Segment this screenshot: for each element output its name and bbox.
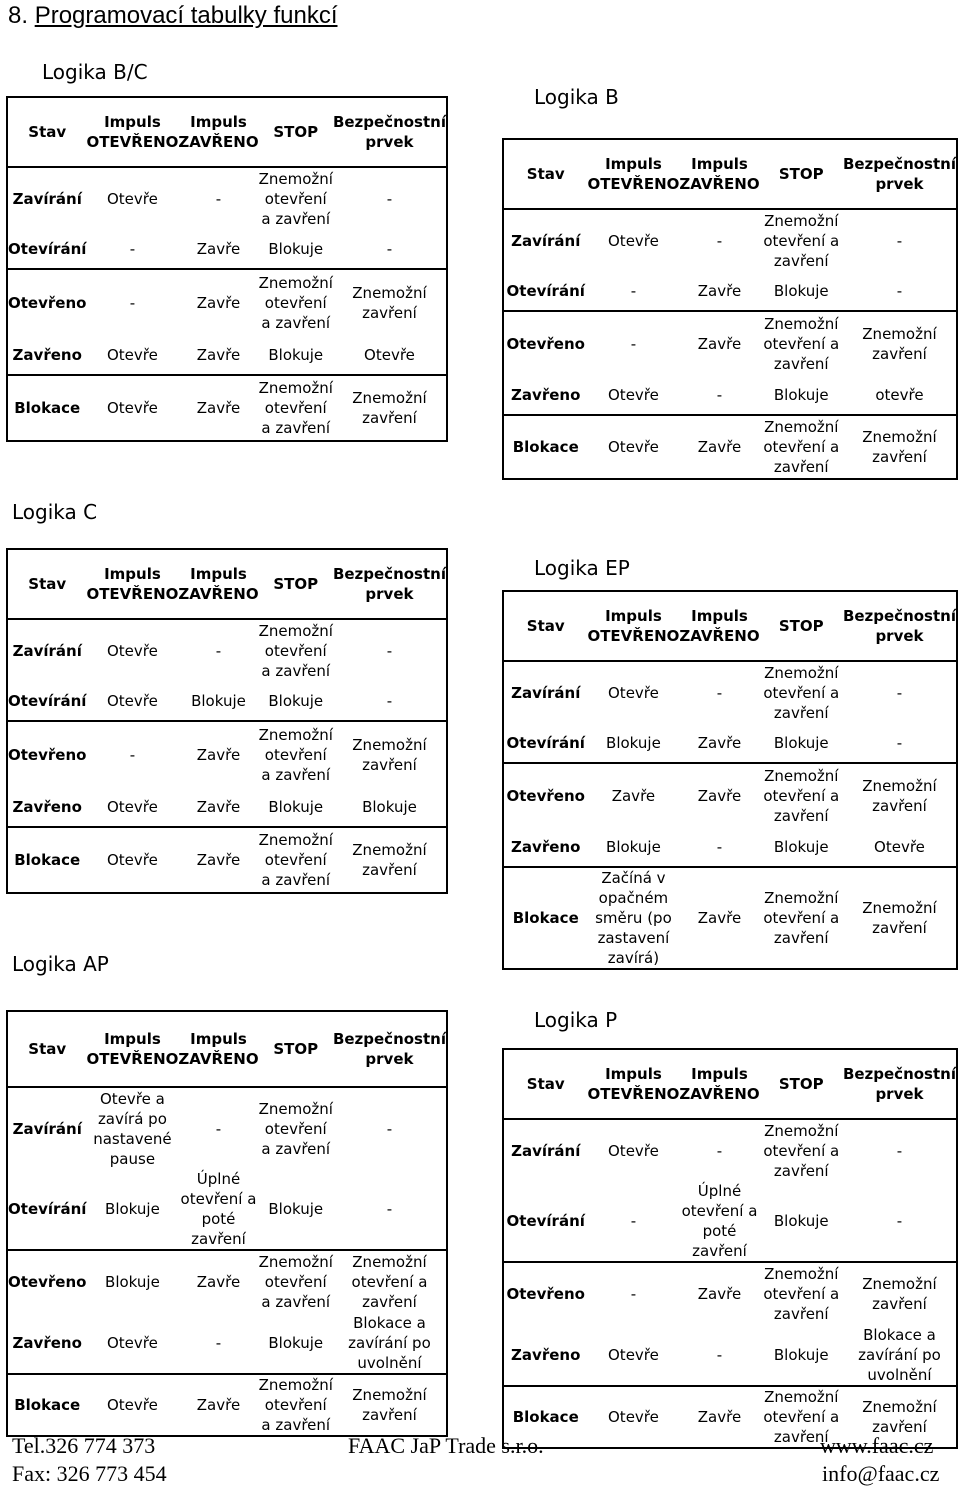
table-cell: - <box>630 281 637 300</box>
table-cell: Znemožní otevření a zavření <box>760 867 843 969</box>
table-cell: Blokuje <box>606 733 661 752</box>
table-cell: - <box>716 837 723 856</box>
table-cell: Znemožní otevření a zavření <box>259 721 333 787</box>
table-cell: Otevře <box>106 797 158 816</box>
state-cell: Zavírání <box>7 1087 86 1169</box>
table-cell: Znemožní zavření <box>843 1386 957 1448</box>
table-cell: Zavře <box>178 827 258 893</box>
table-cell: - <box>178 167 258 229</box>
table-cell: Blokuje <box>606 837 661 856</box>
table-cell: Otevře <box>86 619 178 681</box>
table-cell: - <box>215 1333 222 1352</box>
header-row <box>503 139 957 209</box>
table-cell: Znemožní otevření a zavření <box>259 167 333 229</box>
header-row <box>503 1049 957 1119</box>
table-row <box>503 1262 957 1324</box>
table-cell: Znemožní zavření <box>843 763 957 827</box>
table-cell: Blokuje <box>773 385 829 404</box>
table-cell: Zavře <box>178 375 258 441</box>
table-row <box>503 867 957 969</box>
table-cell: Znemožní otevření a zavření <box>760 415 843 479</box>
table-cell: Znemožní otevření a zavření <box>333 1250 447 1312</box>
state-cell: Zavírání <box>503 661 587 723</box>
table-cell: - <box>843 661 957 723</box>
column-header: STOP <box>273 1040 319 1058</box>
table-cell: Otevře <box>106 1333 158 1352</box>
column-header: Stav <box>28 575 67 593</box>
table-cell: - <box>86 269 178 335</box>
table-cell: Znemožní otevření a zavření <box>259 1250 333 1312</box>
table-row <box>7 375 447 441</box>
table-cell: Znemožní otevření a zavření <box>258 1376 333 1434</box>
table-cell: Znemožní otevření a zavření <box>760 1262 843 1324</box>
header-row <box>7 97 447 167</box>
table-cell: - <box>679 209 759 271</box>
table-logika-ap <box>6 1010 448 1437</box>
table-cell: Zavře <box>178 721 258 787</box>
column-header: Stav <box>28 123 67 141</box>
table-row <box>503 723 957 763</box>
column-header: Impuls ZAVŘENO <box>679 1065 760 1103</box>
table-cell: - <box>333 619 447 681</box>
table-row <box>503 271 957 311</box>
table-cell: - <box>896 733 903 752</box>
state-cell: Zavřeno <box>511 1345 581 1364</box>
table-cell: Znemožní zavření <box>333 721 447 787</box>
table-cell: Otevře <box>86 1374 178 1436</box>
table-row <box>7 269 447 335</box>
table-cell: Blokuje <box>105 1200 160 1218</box>
state-cell: Zavřeno <box>511 837 581 856</box>
state-cell: Zavírání <box>7 167 86 229</box>
table-cell: - <box>679 661 759 723</box>
column-header: Impuls OTEVŘENO <box>587 1065 680 1103</box>
table-cell: Blokuje <box>268 691 324 710</box>
table-cell: Znemožní zavření <box>843 311 957 375</box>
table-cell: Zavře <box>178 1374 258 1436</box>
column-header: Stav <box>526 617 565 635</box>
table-cell: Zavře <box>178 269 258 335</box>
table-logika-ep <box>502 590 958 970</box>
footer-web: www.faac.cz <box>820 1433 934 1458</box>
table-cell: Otevře <box>587 661 679 723</box>
table-cell: Zavře <box>679 311 759 375</box>
column-header: Stav <box>28 1040 67 1058</box>
table-cell: Otevře <box>86 827 178 893</box>
table-cell: - <box>716 1345 723 1364</box>
table-cell: Zavře <box>679 1386 759 1448</box>
state-cell: Zavírání <box>7 619 86 681</box>
column-header: Bezpečnostní prvek <box>842 607 956 645</box>
state-cell: Otevírání <box>506 281 585 300</box>
column-header: Stav <box>526 1075 565 1093</box>
column-header: STOP <box>273 123 319 141</box>
table-cell: Znemožní otevření a zavření <box>259 269 333 335</box>
table-cell: Znemožní otevření a zavření <box>760 763 843 827</box>
state-cell: Blokace <box>503 415 587 479</box>
table-cell: - <box>178 619 258 681</box>
table-logika-bc <box>6 96 448 442</box>
table-cell: - <box>333 1087 447 1169</box>
table-cell: Otevře <box>608 1345 659 1364</box>
table-row <box>503 1181 957 1262</box>
state-cell: Blokace <box>503 1386 587 1448</box>
table-cell: Znemožní otevření a zavření <box>259 375 333 441</box>
table-row <box>7 787 447 827</box>
column-header: Stav <box>526 165 565 183</box>
state-cell: Otevřeno <box>503 763 587 827</box>
column-header: Impuls ZAVŘENO <box>178 113 259 151</box>
table-cell: Otevře <box>874 837 925 856</box>
table-logika-c <box>6 548 448 894</box>
state-cell: Otevírání <box>8 239 87 258</box>
table-cell: Zavře <box>196 797 241 816</box>
footer-company: FAAC JaP Trade s.r.o. <box>348 1433 544 1458</box>
column-header: Bezpečnostní prvek <box>332 1030 446 1068</box>
state-cell: Blokace <box>7 1374 86 1436</box>
table-cell: Blokuje <box>773 1212 829 1230</box>
state-cell: Otevírání <box>506 733 585 752</box>
table-cell: Znemožní otevření a zavření <box>259 619 333 681</box>
table-cell: Blokuje <box>268 1333 324 1352</box>
title-logika-b: Logika B <box>534 85 619 109</box>
table-row <box>503 827 957 867</box>
footer-phone: Tel.326 774 373 <box>12 1433 156 1458</box>
table-row <box>7 1312 447 1374</box>
table-row <box>7 1087 447 1169</box>
state-cell: Zavřeno <box>511 385 581 404</box>
table-cell: Znemožní otevření a zavření <box>760 1119 843 1181</box>
table-cell: Znemožní otevření a zavření <box>760 209 843 271</box>
state-cell: Otevřeno <box>503 311 587 375</box>
column-header: Impuls OTEVŘENO <box>587 155 680 193</box>
table-row <box>503 763 957 827</box>
table-cell: Otevře <box>86 167 178 229</box>
column-header: STOP <box>778 165 824 183</box>
table-row <box>7 619 447 681</box>
column-header: Bezpečnostní prvek <box>842 155 956 193</box>
table-cell: Otevře <box>587 1119 679 1181</box>
table-cell: - <box>386 1200 393 1218</box>
table-cell: otevře <box>875 385 924 404</box>
table-cell: - <box>630 1212 637 1230</box>
table-cell: Znemožní otevření a zavření <box>760 311 843 375</box>
table-cell: Zavře <box>679 1262 759 1324</box>
state-cell: Zavírání <box>503 209 587 271</box>
table-cell: Znemožní otevření a zavření <box>760 1386 843 1448</box>
table-row <box>503 415 957 479</box>
table-logika-p <box>502 1048 958 1449</box>
table-cell: Znemožní zavření <box>333 375 447 441</box>
table-cell: Úplné otevření a poté zavření <box>681 1182 758 1260</box>
table-cell: Blokuje <box>268 797 324 816</box>
table-row <box>7 167 447 229</box>
table-cell: Znemožní zavření <box>843 867 957 969</box>
table-cell: Začíná v opačném směru (po zastavení zavírá) <box>587 867 679 969</box>
table-cell: Blokace a zavírání po uvolnění <box>858 1325 941 1384</box>
table-cell: Otevře <box>587 209 679 271</box>
table-cell: - <box>129 239 136 258</box>
table-cell: Blokuje <box>773 281 829 300</box>
state-cell: Otevírání <box>8 1200 87 1218</box>
column-header: Impuls ZAVŘENO <box>178 565 259 603</box>
table-cell: - <box>86 721 178 787</box>
table-cell: - <box>843 1119 957 1181</box>
state-cell: Zavřeno <box>12 1333 82 1352</box>
column-header: Impuls OTEVŘENO <box>86 113 179 151</box>
table-row <box>7 1250 447 1312</box>
table-cell: - <box>386 239 393 258</box>
column-header: STOP <box>778 1075 824 1093</box>
title-logika-p: Logika P <box>534 1008 618 1032</box>
state-cell: Otevřeno <box>7 269 86 335</box>
footer-email: info@faac.cz <box>822 1461 940 1486</box>
state-cell: Otevřeno <box>7 1250 86 1312</box>
column-header: Bezpečnostní prvek <box>332 113 446 151</box>
table-cell: Blokuje <box>773 837 829 856</box>
table-row <box>7 1374 447 1436</box>
table-cell: - <box>587 311 679 375</box>
table-cell: Blokuje <box>268 239 324 258</box>
title-logika-bc: Logika B/C <box>42 60 148 84</box>
table-cell: Znemožní otevření a zavření <box>259 827 333 893</box>
table-cell: Zavře <box>587 763 679 827</box>
table-cell: Znemožní zavření <box>843 1262 957 1324</box>
table-cell: - <box>843 209 957 271</box>
table-cell: Znemožní zavření <box>333 827 447 893</box>
table-cell: Otevře <box>608 385 659 404</box>
table-row <box>503 209 957 271</box>
footer-fax: Fax: 326 773 454 <box>12 1461 167 1486</box>
state-cell: Otevřeno <box>503 1262 587 1324</box>
table-cell: Zavře <box>679 867 759 969</box>
table-row <box>7 1169 447 1250</box>
table-cell: Zavře <box>679 415 759 479</box>
table-cell: Znemožní zavření <box>333 1374 447 1436</box>
column-header: Impuls ZAVŘENO <box>679 607 760 645</box>
table-cell: Blokuje <box>191 691 246 710</box>
table-cell: Znemožní otevření a zavření <box>259 1087 333 1169</box>
table-cell: - <box>386 691 393 710</box>
table-cell: Otevře <box>587 415 679 479</box>
table-cell: - <box>679 1119 759 1181</box>
table-cell: Blokuje <box>268 345 324 364</box>
table-cell: Otevře <box>364 345 415 364</box>
table-cell: Zavře <box>697 281 742 300</box>
section-number: 8. <box>8 2 35 29</box>
section-heading <box>8 2 338 30</box>
column-header: STOP <box>778 617 824 635</box>
table-cell: Otevře <box>106 345 158 364</box>
table-row <box>503 1119 957 1181</box>
state-cell: Zavírání <box>503 1119 587 1181</box>
section-title: Programovací tabulky funkcí <box>34 2 338 29</box>
column-header: STOP <box>273 575 319 593</box>
table-cell: Úplné otevření a poté zavření <box>180 1170 257 1248</box>
table-row <box>7 827 447 893</box>
column-header: Impuls OTEVŘENO <box>86 565 179 603</box>
state-cell: Zavřeno <box>12 797 82 816</box>
table-cell: - <box>896 1212 903 1230</box>
header-row <box>7 549 447 619</box>
table-cell: Znemožní otevření a zavření <box>760 661 843 723</box>
header-row <box>503 591 957 661</box>
table-row <box>7 721 447 787</box>
table-cell: Znemožní zavření <box>333 269 447 335</box>
table-cell: Blokuje <box>773 733 829 752</box>
table-cell: Blokuje <box>86 1250 178 1312</box>
table-cell: - <box>587 1262 679 1324</box>
column-header: Impuls ZAVŘENO <box>178 1030 259 1068</box>
table-row <box>503 375 957 415</box>
title-logika-ep: Logika EP <box>534 556 630 580</box>
table-cell: Blokace a zavírání po uvolnění <box>348 1313 431 1372</box>
table-cell: Otevře a zavírá po nastavené pause <box>86 1087 178 1169</box>
table-cell: Zavře <box>196 345 241 364</box>
table-cell: Zavře <box>178 1250 258 1312</box>
table-cell: Blokuje <box>773 1345 829 1364</box>
table-cell: - <box>178 1087 258 1169</box>
state-cell: Blokace <box>7 375 86 441</box>
table-logika-b <box>502 138 958 480</box>
table-cell: Blokuje <box>362 797 417 816</box>
column-header: Impuls OTEVŘENO <box>86 1030 179 1068</box>
state-cell: Zavřeno <box>12 345 82 364</box>
state-cell: Otevřeno <box>7 721 86 787</box>
table-cell: Zavře <box>196 239 241 258</box>
table-row <box>7 335 447 375</box>
table-row <box>7 229 447 269</box>
table-row <box>503 661 957 723</box>
column-header: Bezpečnostní prvek <box>842 1065 956 1103</box>
table-cell: Otevře <box>106 691 158 710</box>
table-row <box>503 311 957 375</box>
state-cell: Blokace <box>7 827 86 893</box>
state-cell: Blokace <box>503 867 587 969</box>
table-cell: Zavře <box>697 733 742 752</box>
column-header: Impuls OTEVŘENO <box>587 607 680 645</box>
table-cell: Otevře <box>86 375 178 441</box>
title-logika-c: Logika C <box>12 500 98 524</box>
table-row <box>7 681 447 721</box>
title-logika-ap: Logika AP <box>12 952 109 976</box>
column-header: Impuls ZAVŘENO <box>679 155 760 193</box>
column-header: Bezpečnostní prvek <box>332 565 446 603</box>
table-cell: Otevře <box>587 1386 679 1448</box>
state-cell: Otevírání <box>506 1212 585 1230</box>
table-cell: - <box>896 281 903 300</box>
table-cell: - <box>716 385 723 404</box>
table-row <box>503 1324 957 1386</box>
table-cell: Zavře <box>679 763 759 827</box>
state-cell: Otevírání <box>8 691 87 710</box>
table-cell: - <box>333 167 447 229</box>
header-row <box>7 1011 447 1087</box>
table-cell: Znemožní zavření <box>843 415 957 479</box>
table-cell: Blokuje <box>268 1200 324 1218</box>
